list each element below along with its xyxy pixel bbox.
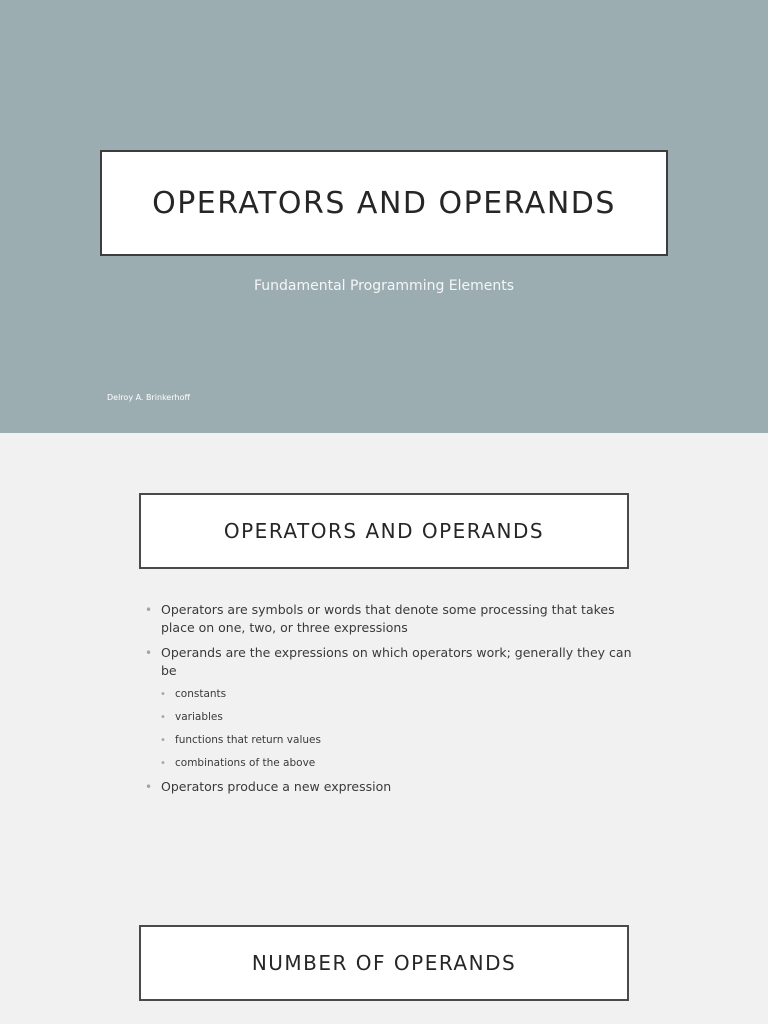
slide-title: OPERATORS AND OPERANDS	[152, 185, 616, 221]
heading-box	[139, 493, 629, 569]
bullet-marker-icon: •	[160, 758, 166, 769]
sub-bullet-text: combinations of the above	[175, 757, 316, 769]
sub-bullet-item	[143, 755, 633, 772]
sub-bullet-text: constants	[175, 688, 227, 700]
sub-bullet-text: functions that return values	[175, 734, 321, 746]
author-name: Delroy A. Brinkerhoff	[107, 393, 190, 402]
slide-heading: NUMBER OF OPERANDS	[251, 951, 517, 975]
content-slide-number-of-operands	[0, 925, 768, 1024]
sub-bullet-item	[143, 686, 633, 703]
bullet-text: Operators are symbols or words that denote some processing that takes place on one, two, or three expressions	[161, 602, 615, 635]
sub-bullet-text: variables	[175, 711, 223, 723]
bullet-marker-icon: •	[145, 646, 153, 660]
slide-heading: OPERATORS AND OPERANDS	[223, 519, 545, 543]
title-slide	[0, 0, 768, 433]
bullet-marker-icon: •	[160, 689, 166, 700]
bullet-text: Operands are the expressions on which operators work; generally they can be	[161, 645, 632, 678]
bullet-list	[143, 601, 633, 803]
slide-subtitle: Fundamental Programming Elements	[253, 278, 515, 294]
title-box	[100, 150, 668, 256]
bullet-marker-icon: •	[160, 712, 166, 723]
bullet-marker-icon: •	[145, 780, 153, 794]
sub-bullet-item	[143, 732, 633, 749]
bullet-item	[143, 778, 633, 796]
bullet-marker-icon: •	[160, 735, 166, 746]
bullet-item	[143, 644, 633, 680]
sub-bullet-item	[143, 709, 633, 726]
bullet-marker-icon: •	[145, 603, 153, 617]
bullet-item	[143, 601, 633, 637]
bullet-text: Operators produce a new expression	[161, 779, 392, 794]
content-slide-operators	[0, 433, 768, 925]
heading-box	[139, 925, 629, 1001]
